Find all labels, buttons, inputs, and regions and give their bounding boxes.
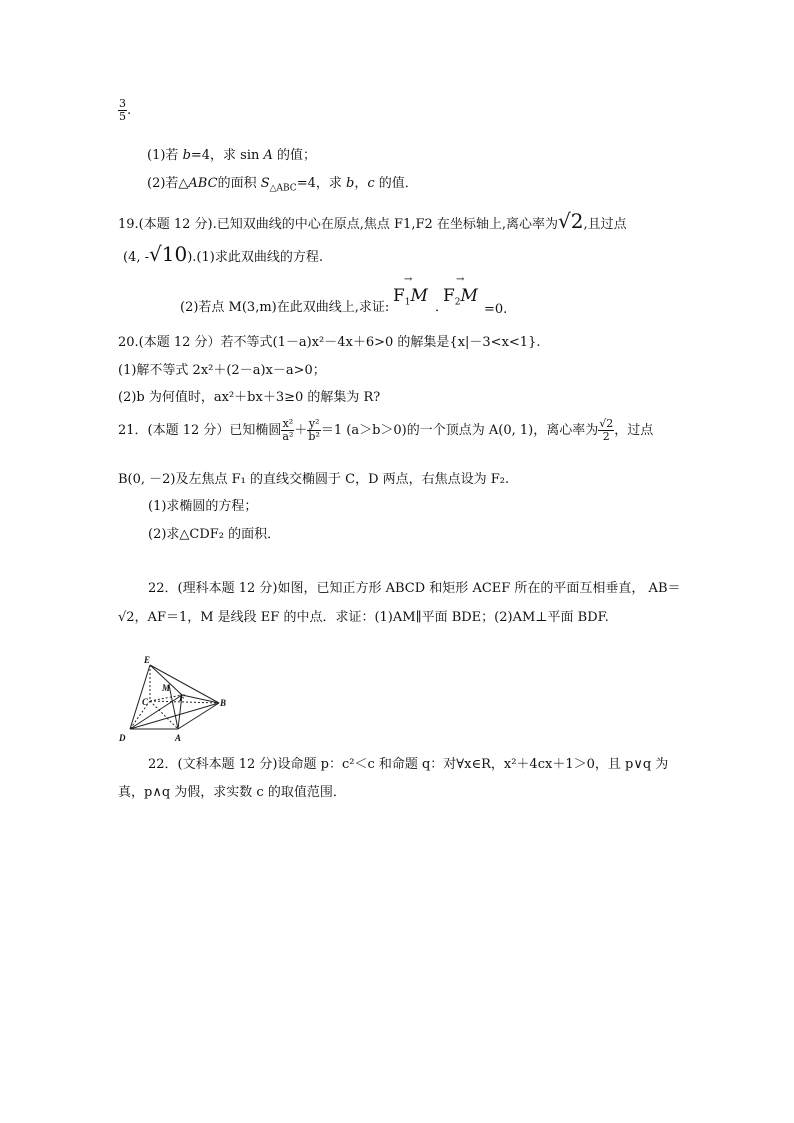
fraction-three-fifths bbox=[118, 98, 131, 123]
vector-f2m: $F_2M$ bbox=[443, 286, 478, 308]
vertex-label-e: E bbox=[144, 655, 151, 665]
ellipse-y-term: $\frac{\text{y²}}{\text{b²}}$ bbox=[308, 417, 320, 443]
vector-arrow-icon: → bbox=[404, 274, 413, 285]
fraction-period: . bbox=[127, 103, 132, 118]
fraction-numerator: 3 bbox=[119, 97, 126, 110]
vertex-label-f: F bbox=[179, 693, 186, 703]
diagonal-ca bbox=[150, 701, 178, 729]
vector-arrow-icon: → bbox=[456, 274, 465, 285]
q21-part1: (1)求椭圆的方程； bbox=[148, 499, 258, 514]
q22-science-line2: √2，AF＝1，M 是线段 EF 的中点．求证：(1)AM∥平面 BDE；(2)AM⊥平面 BDF. bbox=[118, 610, 609, 625]
vertex-label-a: A bbox=[175, 733, 182, 743]
q20-part1: (1)解不等式 2x²＋(2－a)x－a>0； bbox=[118, 363, 326, 378]
q19-point: (4, -√10).(1)求此双曲线的方程. bbox=[123, 242, 323, 266]
vector-f1m: $F_1M$ bbox=[393, 286, 428, 308]
q21-part2: (2)求△CDF₂ 的面积． bbox=[148, 527, 281, 542]
dot-operator: ． bbox=[435, 300, 449, 315]
equals-zero: =0. bbox=[484, 302, 508, 317]
q20-intro: 20.(本题 12 分）若不等式(1－a)x²－4x＋6>0 的解集是{x|－3<x<1}. bbox=[118, 335, 541, 350]
segment-am bbox=[169, 685, 178, 729]
q19-part2: (2)若点 M(3,m)在此双曲线上,求证: bbox=[180, 300, 390, 315]
geometry-figure bbox=[115, 655, 235, 745]
q21-intro: 21．(本题 12 分）已知椭圆 $\frac{\text{x²}}{\text{a²}}$ ＋ $\frac{\text{y²}}{\text{b²}}$ ＝1 (a＞b＞0)的一个顶点为 A(0, 1)，离心率为 $\frac{√2}{2}$ ，过点 bbox=[118, 417, 654, 443]
eccentricity-fraction: $\frac{√2}{2}$ bbox=[599, 417, 614, 443]
q22-science-line1: 22．(理科本题 12 分)如图，已知正方形 ABCD 和矩形 ACEF 所在的平面互相垂直， AB＝ bbox=[148, 581, 681, 596]
q18-part1: (1)若 b=4，求 sin A 的值； bbox=[147, 148, 317, 163]
q20-part2: (2)b 为何值时，ax²＋bx＋3≥0 的解集为 R? bbox=[118, 390, 381, 405]
edge-ab bbox=[178, 703, 219, 729]
ellipse-x-term: $\frac{\text{x²}}{\text{a²}}$ bbox=[282, 417, 294, 443]
vertex-label-d: D bbox=[119, 733, 126, 743]
vertex-label-m: M bbox=[162, 683, 171, 693]
sqrt-two: √2 bbox=[558, 209, 584, 233]
q22-arts-line2: 真，p∧q 为假，求实数 c 的取值范围． bbox=[118, 785, 346, 800]
vertex-label-b: B bbox=[220, 698, 227, 708]
q19-intro: 19.(本题 12 分).已知双曲线的中心在原点,焦点 F1,F2 在坐标轴上,离心率为√2,且过点 bbox=[118, 209, 627, 233]
vertex-label-c: C bbox=[142, 697, 149, 707]
q22-arts-line1: 22．(文科本题 12 分)设命题 p：c²＜c 和命题 q：对∀x∈R，x²＋4cx＋1＞0，且 p∨q 为 bbox=[148, 757, 669, 772]
q18-part2: (2)若△ABC的面积 $S_{\triangle ABC}=4$，求 b，c 的值． bbox=[147, 176, 418, 194]
sqrt-ten: √10 bbox=[149, 242, 188, 266]
fraction-denominator: 5 bbox=[119, 110, 126, 123]
q21-line2: B(0, －2)及左焦点 F₁ 的直线交椭圆于 C，D 两点，右焦点设为 F₂. bbox=[118, 472, 510, 487]
